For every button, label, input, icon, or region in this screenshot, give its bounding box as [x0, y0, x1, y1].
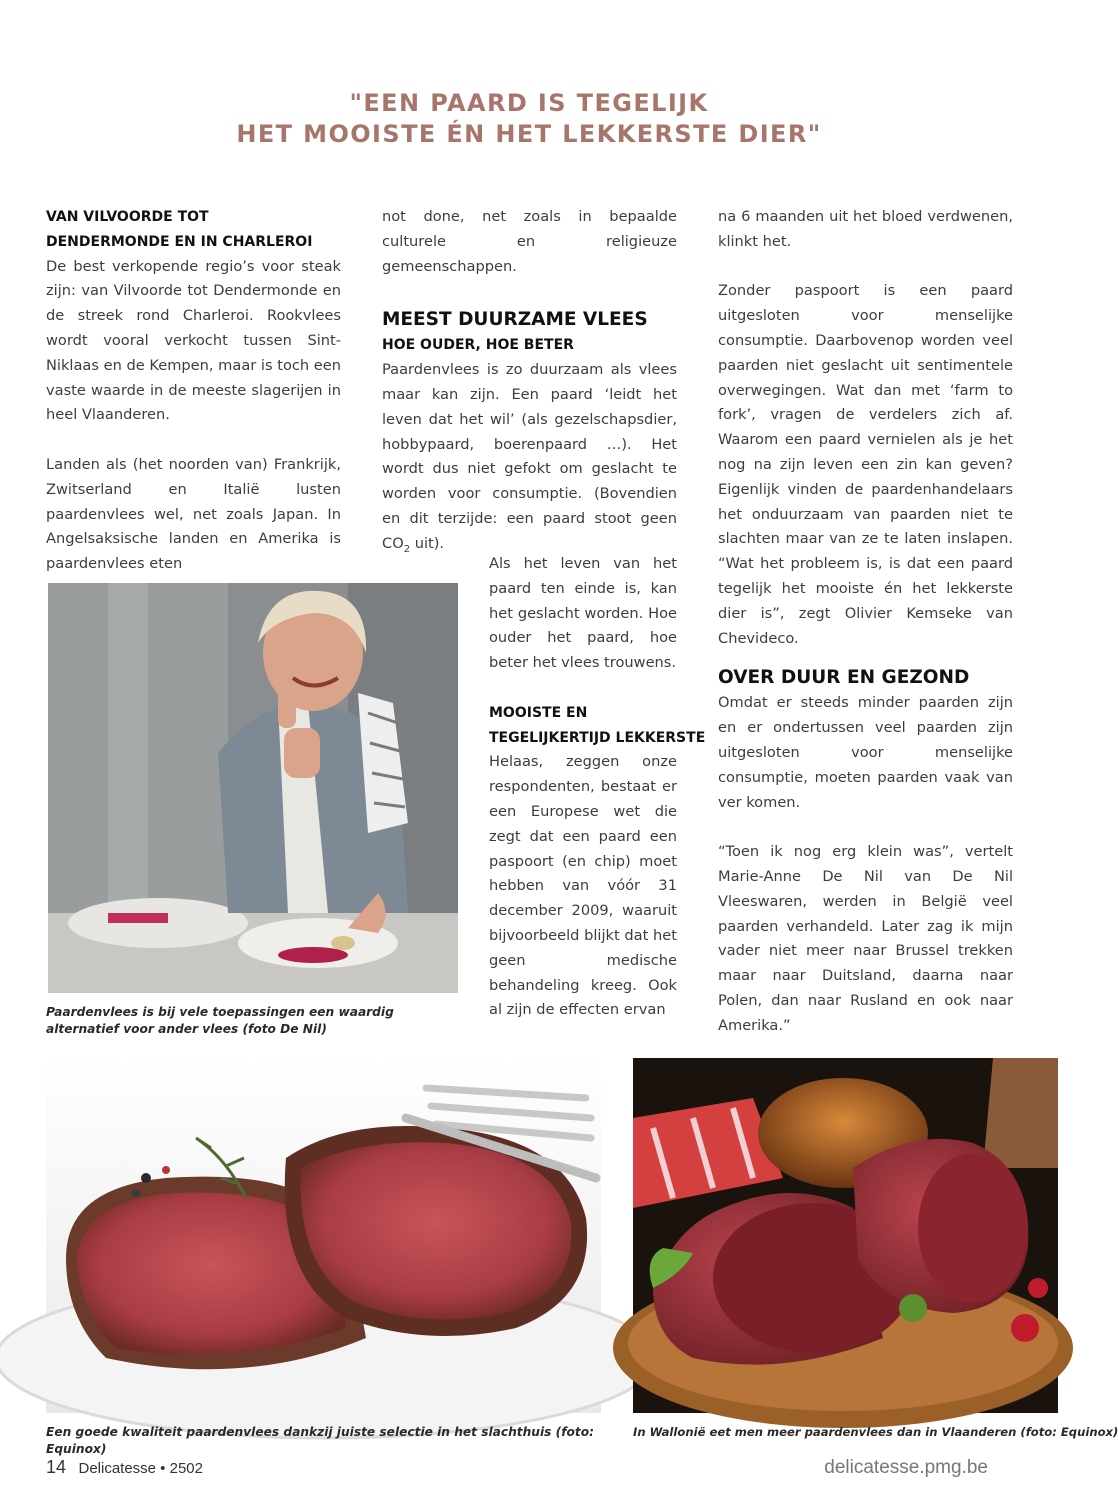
paragraph: Landen als (het noorden van) Frankrijk, Zwitserland en Italië lusten paardenvlees wel, net zoals Japan. In Angelsaksische landen en Amerika is paardenvlees eten	[46, 455, 341, 573]
paragraph: “Toen ik nog erg klein was”, vertelt Marie-Anne De Nil van De Nil Vleeswaren, werden in België veel paarden verhandeld. Later zag ik mijn vader niet meer naar Brussel trekken maar naar Duitsland, daarna naar Polen, dan naar Rusland en ook naar Amerika.”	[718, 843, 1013, 1034]
paragraph: Als het leven van het paard ten einde is, kan het geslacht worden. Hoe ouder het paard, hoe beter het vlees trouwens.	[489, 555, 677, 672]
section-heading-regions-1: VAN VILVOORDE TOT	[46, 209, 209, 225]
photo-steak	[46, 1058, 601, 1413]
title-line-2: HET MOOISTE ÉN HET LEKKERSTE DIER"	[236, 120, 822, 148]
article-title	[0, 88, 1058, 150]
website-link[interactable]: delicatesse.pmg.be	[824, 1457, 988, 1478]
photo-smoked-meat-illustration	[633, 1058, 1058, 1413]
caption-photo-butcher: Paardenvlees is bij vele toepassingen een waardig alternatief voor ander vlees (foto De Nil)	[46, 1005, 394, 1036]
footer-left	[46, 1457, 203, 1478]
paragraph: Helaas, zeggen onze respondenten, bestaat er een Europese wet die zegt dat een paard een paspoort (en chip) moet hebben van vóór 31 december 2009, waaruit bijvoorbeeld blijkt dat het geen medische behandeling kreeg. Ook al zijn de effecten ervan	[489, 753, 677, 1019]
paragraph-end: uit).	[414, 534, 445, 552]
title-line-1: "EEN PAARD IS TEGELIJK	[349, 89, 709, 117]
caption-photo-steak: Een goede kwaliteit paardenvlees dankzij juiste selectie in het slachthuis (foto: Equinox)	[46, 1425, 594, 1456]
column-3	[718, 205, 1013, 1113]
section-heading-sustainable: MEEST DUURZAME VLEES	[382, 309, 648, 331]
paragraph-text: Paardenvlees is zo duurzaam als vlees maar kan zijn. Een paard ‘leidt het leven dat het wil’ (als gezelschapsdier, hobbypaard, boerenpaard …). Het wordt dus niet gefokt om geslacht te worden voor consumptie. (Bovendien en dit terzijde: een paard stoot geen CO	[382, 361, 677, 552]
magazine-issue: Delicatesse • 2502	[78, 1460, 203, 1477]
section-heading-price-health: OVER DUUR EN GEZOND	[718, 667, 970, 689]
photo-smoked-meat	[633, 1058, 1058, 1413]
column-1	[46, 205, 341, 577]
photo-steak-illustration	[46, 1058, 601, 1413]
paragraph: De best verkopende regio’s voor steak zijn: van Vilvoorde tot Dendermonde en de streek rond Charleroi. Rookvlees wordt vooral verkocht tussen Sint-Niklaas en de Kempen, maar is toch een vaste waarde in de meeste slagerijen in heel Vlaanderen.	[46, 257, 341, 424]
section-subheading-older: HOE OUDER, HOE BETER	[382, 337, 574, 354]
photo-butcher	[48, 583, 458, 993]
section-heading-regions-2: DENDERMONDE EN IN CHARLEROI	[46, 233, 313, 250]
caption-photo-smoked-meat: In Wallonië eet men meer paardenvlees dan in Vlaanderen (foto: Equinox)	[633, 1425, 1118, 1439]
photo-butcher-illustration	[48, 583, 458, 993]
section-heading-prettiest-2: TEGELIJKERTIJD LEKKERSTE	[489, 729, 706, 746]
subscript-2: 2	[403, 543, 411, 555]
column-2	[382, 205, 677, 562]
paragraph: not done, net zoals in bepaalde culturele en religieuze gemeenschappen.	[382, 208, 677, 275]
section-heading-prettiest-1: MOOISTE EN	[489, 704, 588, 721]
paragraph: na 6 maanden uit het bloed verdwenen, klinkt het.	[718, 208, 1013, 250]
page-number: 14	[46, 1457, 67, 1477]
paragraph: Omdat er steeds minder paarden zijn en er ondertussen veel paarden zijn uitgesloten voor menselijke consumptie, moeten paarden vaak van ver komen.	[718, 694, 1013, 811]
paragraph	[382, 358, 677, 562]
column-2-narrow	[489, 552, 706, 1023]
paragraph: Zonder paspoort is een paard uitgesloten voor menselijke consumptie. Daarbovenop worden veel paarden niet geslacht uit sentimentele overwegingen. Wat dan met ‘farm to fork’, vragen de verdelers zich af. Waarom een paard vernielen als je het nog na zijn leven een zin kan geven? Eigenlijk vinden de paardenhandelaars het onduurzaam van paarden niet te slachten maar van ze te laten inslapen. “Wat het probleem is, is dat een paard tegelijk het mooiste én het lekkerste dier is”, zegt Olivier Kemseke van Chevideco.	[718, 282, 1013, 647]
